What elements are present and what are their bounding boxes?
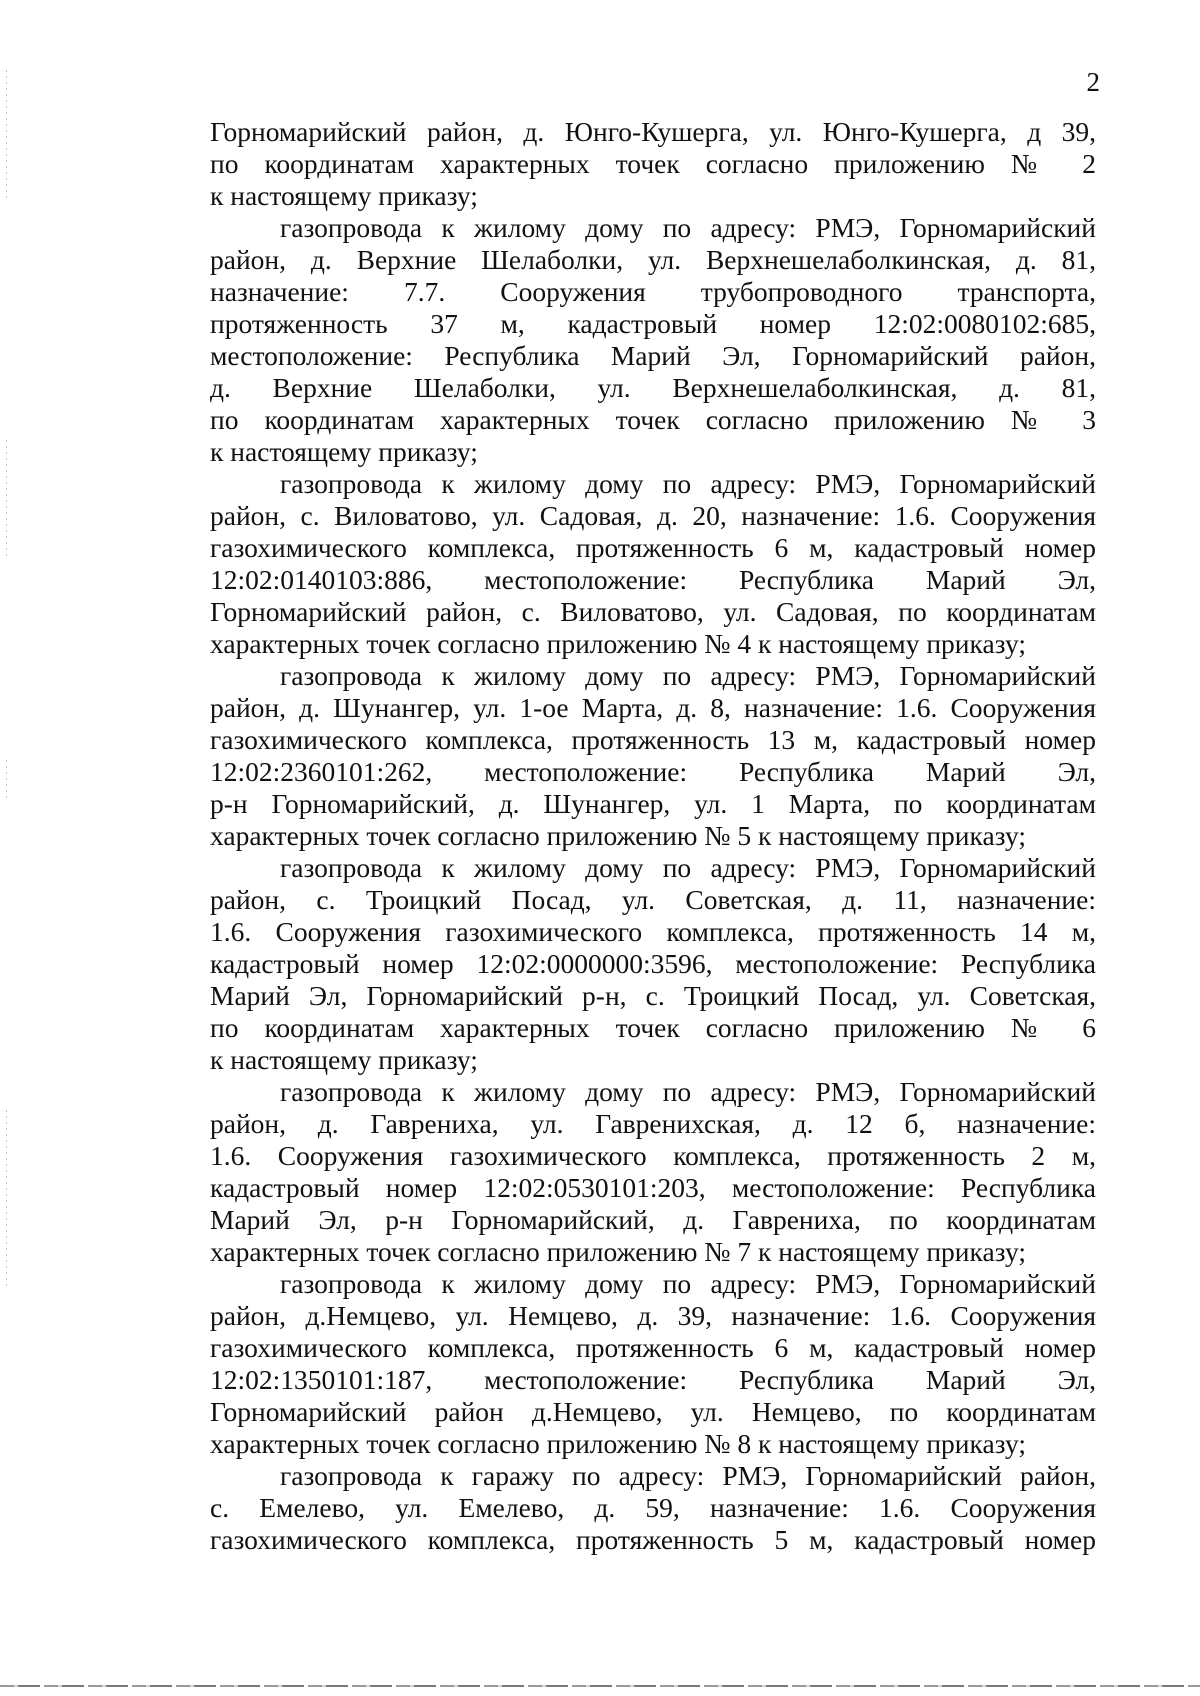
text-line: район, д. Гаврениха, ул. Гавренихская, д. 12 б, назначение:: [210, 1108, 1096, 1139]
text-line: Горномарийский район, д. Юнго-Кушерга, ул. Юнго-Кушерга, д 39,: [210, 116, 1096, 147]
text-line: по координатам характерных точек согласно приложению № 6: [210, 1012, 1096, 1043]
scan-bottom-edge: [0, 1685, 1200, 1687]
text-line: газохимического комплекса, протяженность 13 м, кадастровый номер: [210, 724, 1096, 755]
text-line: 12:02:2360101:262, местоположение: Республика Марий Эл,: [210, 756, 1096, 787]
text-line: назначение: 7.7. Сооружения трубопроводного транспорта,: [210, 276, 1096, 307]
paragraph: [210, 852, 1096, 1076]
text-line: кадастровый номер 12:02:0530101:203, местоположение: Республика: [210, 1172, 1096, 1203]
text-line: газохимического комплекса, протяженность 6 м, кадастровый номер: [210, 1332, 1096, 1363]
text-line: с. Емелево, ул. Емелево, д. 59, назначение: 1.6. Сооружения: [210, 1492, 1096, 1523]
text-line: Горномарийский район д.Немцево, ул. Немцево, по координатам: [210, 1396, 1096, 1427]
text-line: газопровода к гаражу по адресу: РМЭ, Горномарийский район,: [280, 1460, 1096, 1491]
text-line: Марий Эл, Горномарийский р-н, с. Троицкий Посад, ул. Советская,: [210, 980, 1096, 1011]
text-line: характерных точек согласно приложению № 5 к настоящему приказу;: [210, 820, 1026, 851]
text-line: к настоящему приказу;: [210, 180, 478, 211]
text-line: 1.6. Сооружения газохимического комплекса, протяженность 2 м,: [210, 1140, 1096, 1171]
text-line: кадастровый номер 12:02:0000000:3596, местоположение: Республика: [210, 948, 1096, 979]
text-line: район, д. Шунангер, ул. 1-ое Марта, д. 8, назначение: 1.6. Сооружения: [210, 692, 1096, 723]
text-line: газопровода к жилому дому по адресу: РМЭ, Горномарийский: [280, 212, 1096, 243]
text-line: к настоящему приказу;: [210, 1044, 478, 1075]
scan-margin-mark: [6, 440, 7, 560]
text-line: газохимического комплекса, протяженность 6 м, кадастровый номер: [210, 532, 1096, 563]
paragraph: [210, 1460, 1096, 1556]
text-line: д. Верхние Шелаболки, ул. Верхнешелаболкинская, д. 81,: [210, 372, 1096, 403]
text-line: Горномарийский район, с. Виловатово, ул. Садовая, по координатам: [210, 596, 1096, 627]
page-number: 2: [1086, 67, 1100, 97]
text-line: по координатам характерных точек согласно приложению № 2: [210, 148, 1096, 179]
paragraph: [210, 116, 1096, 212]
text-line: характерных точек согласно приложению № 4 к настоящему приказу;: [210, 628, 1026, 659]
text-line: район, д.Немцево, ул. Немцево, д. 39, назначение: 1.6. Сооружения: [210, 1300, 1096, 1331]
paragraph: [210, 1268, 1096, 1460]
scan-margin-mark: [6, 1110, 7, 1290]
document-body: [210, 116, 1096, 1556]
text-line: район, с. Виловатово, ул. Садовая, д. 20, назначение: 1.6. Сооружения: [210, 500, 1096, 531]
text-line: 12:02:0140103:886, местоположение: Республика Марий Эл,: [210, 564, 1096, 595]
paragraph: [210, 1076, 1096, 1268]
scan-margin-mark: [6, 760, 7, 800]
text-line: Марий Эл, р-н Горномарийский, д. Гаврениха, по координатам: [210, 1204, 1096, 1235]
text-line: газопровода к жилому дому по адресу: РМЭ, Горномарийский: [280, 660, 1096, 691]
text-line: район, с. Троицкий Посад, ул. Советская, д. 11, назначение:: [210, 884, 1096, 915]
scan-margin-mark: [6, 70, 7, 200]
paragraph: [210, 468, 1096, 660]
text-line: по координатам характерных точек согласно приложению № 3: [210, 404, 1096, 435]
text-line: газохимического комплекса, протяженность 5 м, кадастровый номер: [210, 1524, 1096, 1555]
text-line: газопровода к жилому дому по адресу: РМЭ, Горномарийский: [280, 468, 1096, 499]
text-line: местоположение: Республика Марий Эл, Горномарийский район,: [210, 340, 1096, 371]
text-line: газопровода к жилому дому по адресу: РМЭ, Горномарийский: [280, 1268, 1096, 1299]
text-line: к настоящему приказу;: [210, 436, 478, 467]
text-line: 12:02:1350101:187, местоположение: Республика Марий Эл,: [210, 1364, 1096, 1395]
text-line: протяженность 37 м, кадастровый номер 12:02:0080102:685,: [210, 308, 1096, 339]
text-line: 1.6. Сооружения газохимического комплекса, протяженность 14 м,: [210, 916, 1096, 947]
text-line: газопровода к жилому дому по адресу: РМЭ, Горномарийский: [280, 1076, 1096, 1107]
text-line: характерных точек согласно приложению № 7 к настоящему приказу;: [210, 1236, 1026, 1267]
paragraph: [210, 660, 1096, 852]
text-line: характерных точек согласно приложению № 8 к настоящему приказу;: [210, 1428, 1026, 1459]
text-line: газопровода к жилому дому по адресу: РМЭ, Горномарийский: [280, 852, 1096, 883]
paragraph: [210, 212, 1096, 468]
text-line: район, д. Верхние Шелаболки, ул. Верхнешелаболкинская, д. 81,: [210, 244, 1096, 275]
text-line: р-н Горномарийский, д. Шунангер, ул. 1 Марта, по координатам: [210, 788, 1096, 819]
